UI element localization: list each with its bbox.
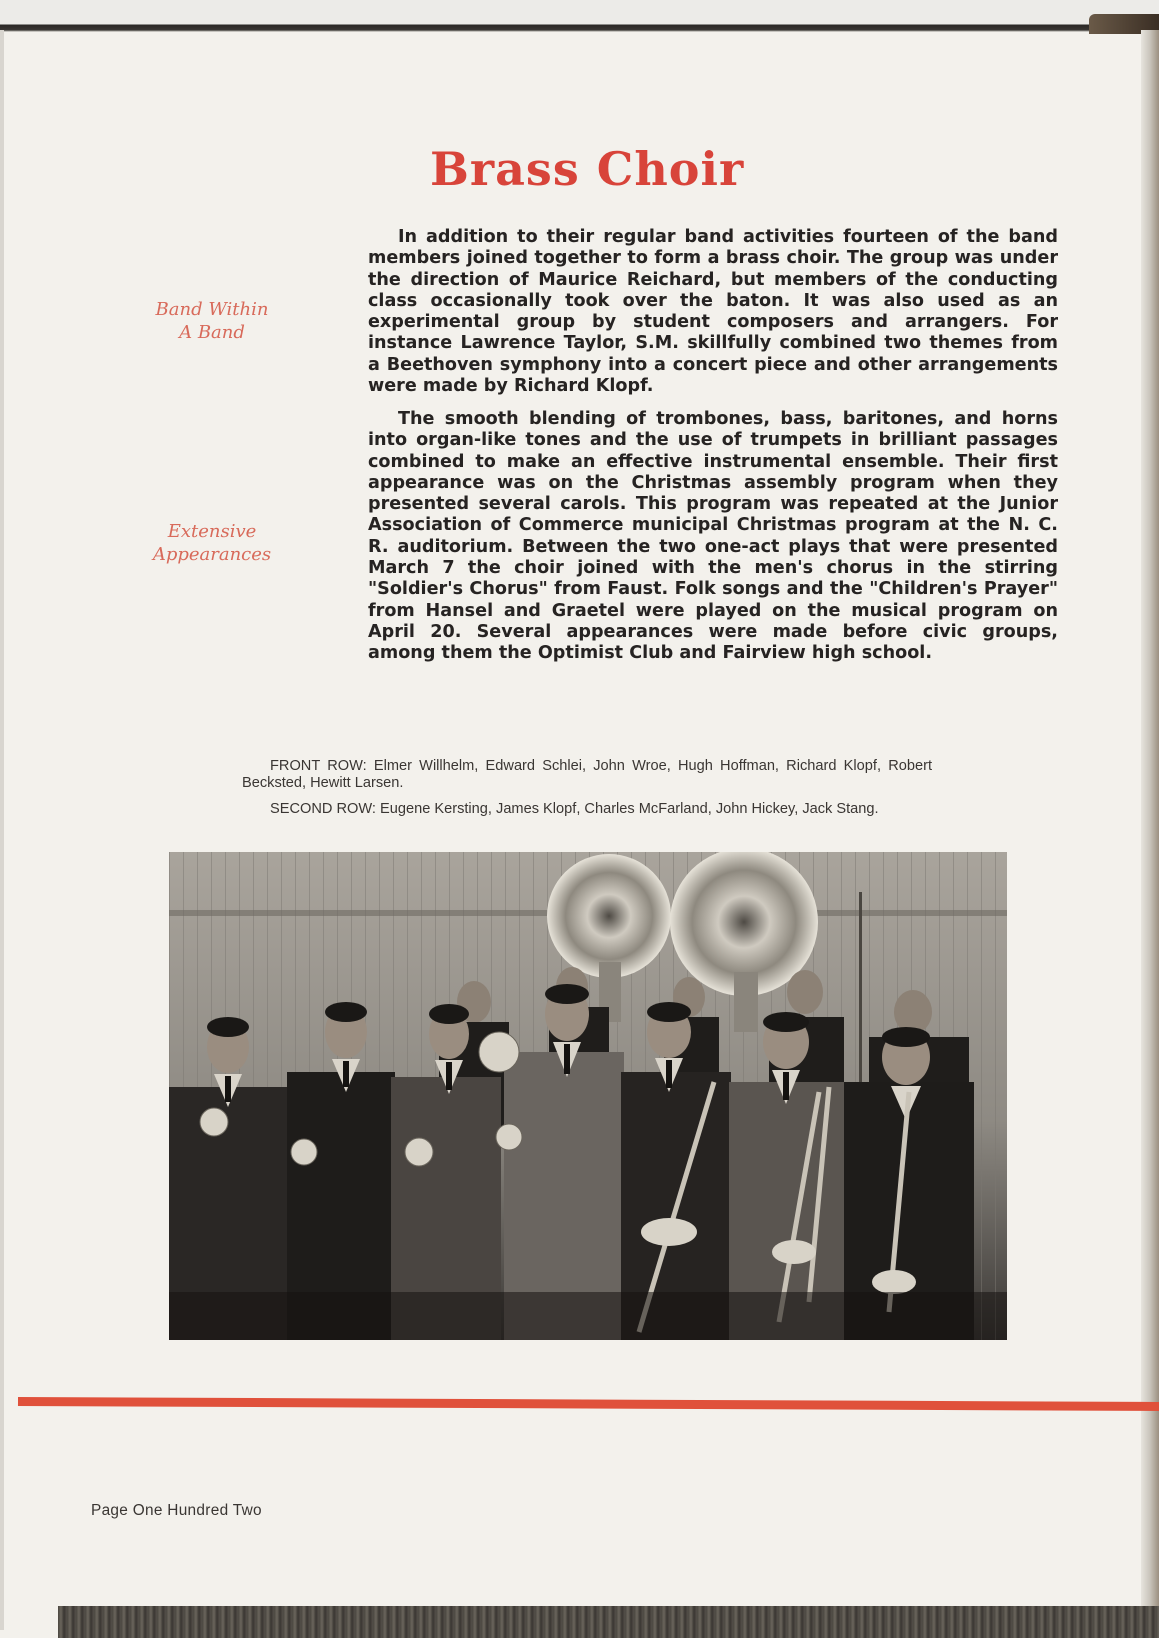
top-page-edge [0, 0, 1159, 32]
brass-choir-photo [169, 852, 1007, 1340]
page-number: Page One Hundred Two [91, 1502, 262, 1519]
side-note-text: Extensive Appearances [152, 521, 272, 565]
side-note-text: Band Within A Band [155, 299, 269, 343]
side-note-extensive [112, 520, 312, 566]
side-note-band-within [112, 298, 312, 344]
body-paragraph-1: In addition to their regular band activities fourteen of the band members joined together to form a brass choir. The group was under the direction of Maurice Reichard, but members of the conducting class occasionally took over the baton. It was also used as an experimental group by student composers and arrangers. For instance Lawrence Taylor, S.M. skillfully combined two themes from a Beethoven symphony into a concert piece and other arrangements were made by Richard Klopf. [368, 227, 1058, 397]
red-divider-rule [18, 1397, 1159, 1411]
body-paragraph-2: The smooth blending of trombones, bass, baritones, and horns into organ-like tones and the use of trumpets in brilliant passages combined to make an effective instrumental ensemble. Their first appearance was on the Christmas assembly program when they presented several carols. This program was repeated at the Junior Association of Commerce municipal Christmas program at the N. C. R. auditorium. Between the two one-act plays that were presented March 7 the choir joined with the men's chorus in the stirring "Soldier's Chorus" from Faust. Folk songs and the "Children's Prayer" from Hansel and Graetel were played on the musical program on April 20. Several appearances were made before civic groups, among them the Optimist Club and Fairview high school. [368, 409, 1058, 664]
caption-second-row: SECOND ROW: Eugene Kersting, James Klopf, Charles McFarland, John Hickey, Jack Stang. [270, 801, 879, 817]
left-page-edge [0, 30, 4, 1630]
caption-front-row: FRONT ROW: Elmer Willhelm, Edward Schlei, John Wroe, Hugh Hoffman, Richard Klopf, Robert Becksted, Hewitt Larsen. [242, 758, 932, 791]
bottom-page-edge [58, 1606, 1159, 1638]
page-title: Brass Choir [430, 142, 745, 196]
right-page-edge [1141, 30, 1159, 1630]
group-photo [169, 852, 1007, 1340]
sousaphone-bell-left [547, 854, 671, 978]
